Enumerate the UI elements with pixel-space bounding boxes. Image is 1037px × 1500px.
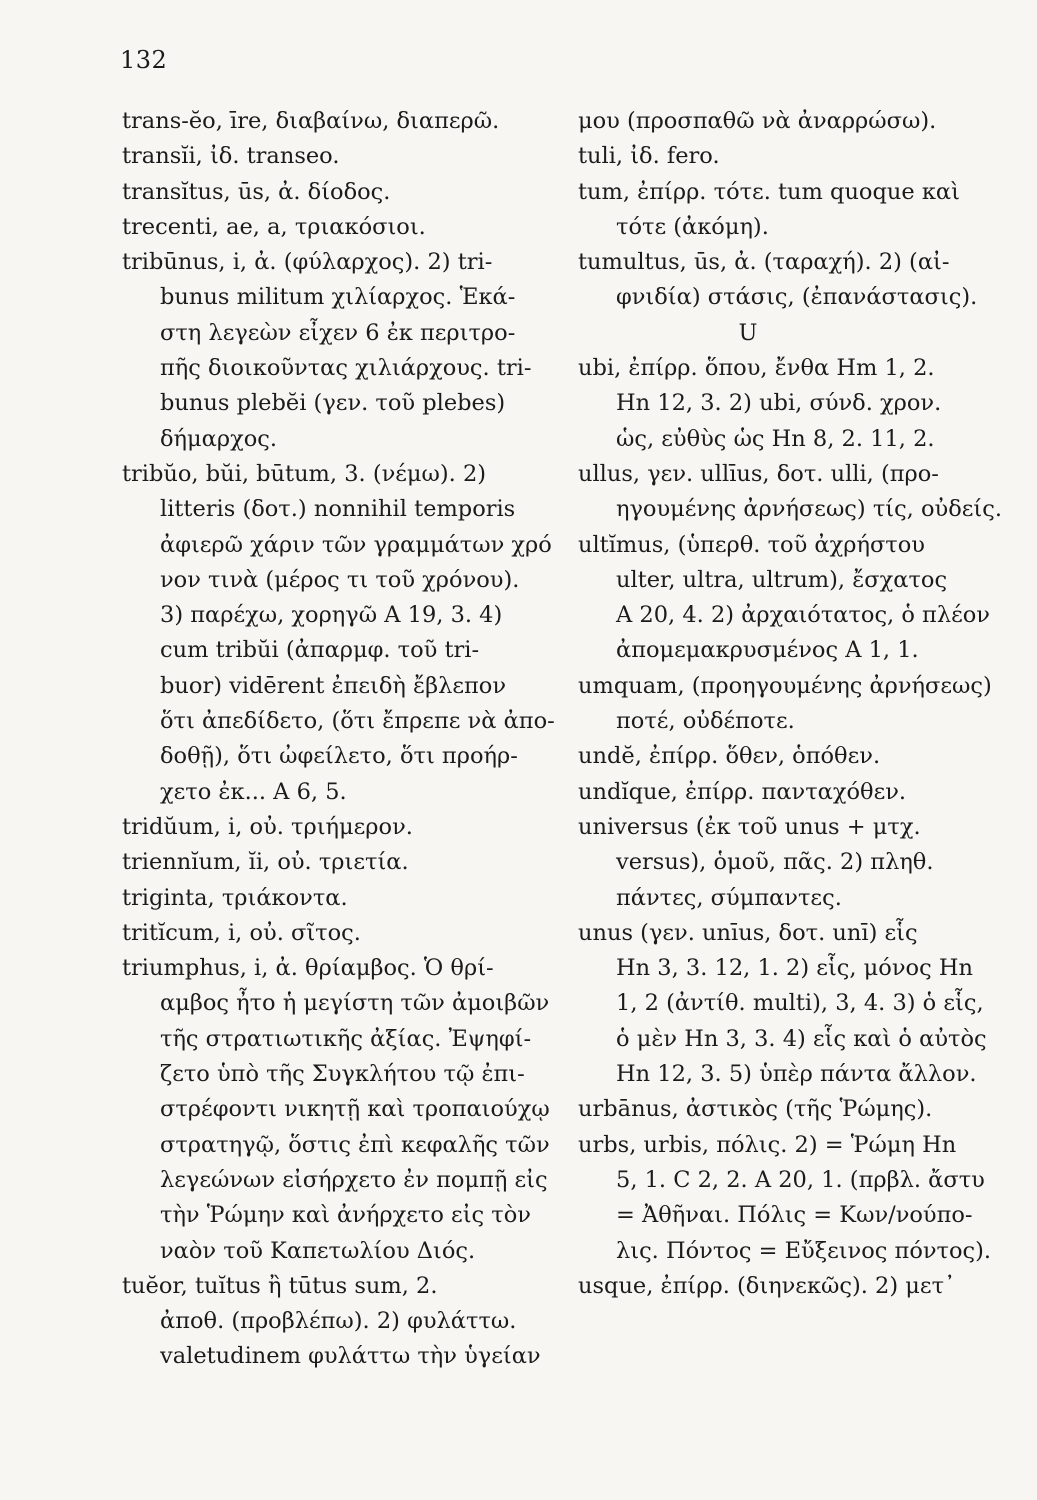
dictionary-line: triumphus, i, ἀ. θρίαμβος. Ὁ θρί-: [122, 955, 494, 982]
dictionary-line: tridŭum, i, οὐ. τριήμερον.: [122, 813, 413, 840]
dictionary-line: λις. Πόντος = Εὔξεινος πόντος).: [616, 1237, 992, 1264]
dictionary-line: 3) παρέχω, χορηγῶ Α 19, 3. 4): [160, 602, 503, 629]
dictionary-line: ζετο ὑπὸ τῆς Συγκλήτου τῷ ἐπι-: [160, 1061, 525, 1088]
dictionary-line: στη λεγεὼν εἶχεν 6 ἐκ περιτρο-: [160, 319, 516, 346]
dictionary-line: cum tribŭi (ἀπαρμφ. τοῦ tri-: [160, 637, 480, 664]
dictionary-line: ulter, ultra, ultrum), ἔσχατος: [616, 566, 948, 593]
dictionary-line: ἀπομεμακρυσμένος Α 1, 1.: [616, 637, 919, 664]
dictionary-line: undĭque, ἐπίρρ. πανταχόθεν.: [578, 778, 907, 805]
dictionary-line: Hn 3, 3. 12, 1. 2) εἷς, μόνος Hn: [616, 955, 973, 982]
dictionary-line: urbānus, ἀστικὸς (τῆς Ῥώμης).: [578, 1096, 933, 1123]
dictionary-line: αμβος ἦτο ἡ μεγίστη τῶν ἀμοιβῶν: [160, 990, 550, 1017]
dictionary-line: Α 20, 4. 2) ἀρχαιότατος, ὁ πλέον: [616, 602, 990, 629]
dictionary-line: bunus militum χιλίαρχος. Ἑκά-: [160, 284, 516, 311]
dictionary-line: φνιδία) στάσις, (ἐπανάστασις).: [616, 284, 978, 311]
dictionary-line: δοθῇ), ὅτι ὠφείλετο, ὅτι προήρ-: [160, 743, 518, 770]
dictionary-line: urbs, urbis, πόλις. 2) = Ῥώμη Hn: [578, 1131, 957, 1158]
dictionary-line: undĕ, ἐπίρρ. ὅθεν, ὁπόθεν.: [578, 743, 881, 770]
dictionary-line: στρέφοντι νικητῇ καὶ τροπαιούχῳ: [160, 1096, 550, 1123]
dictionary-line: ὅτι ἀπεδίδετο, (ὅτι ἔπρεπε νὰ ἀπο-: [160, 708, 555, 735]
section-letter: U: [738, 319, 758, 346]
dictionary-line: tumultus, ūs, ἀ. (ταραχή). 2) (αἰ-: [578, 249, 950, 276]
dictionary-line: πῆς διοικοῦντας χιλιάρχους. tri-: [160, 355, 532, 382]
page-number: 132: [120, 46, 168, 74]
dictionary-line: usque, ἐπίρρ. (διηνεκῶς). 2) μετ᾽: [578, 1272, 956, 1299]
dictionary-line: 5, 1. C 2, 2. Α 20, 1. (πρβλ. ἄστυ: [616, 1166, 985, 1193]
dictionary-line: Hn 12, 3. 5) ὑπὲρ πάντα ἄλλον.: [616, 1061, 977, 1088]
left-column: [122, 104, 562, 1375]
dictionary-line: tuli, ἰδ. fero.: [578, 143, 720, 170]
dictionary-line: τῆς στρατιωτικῆς ἀξίας. Ἐψηφί-: [160, 1025, 532, 1052]
dictionary-line: trans-ĕo, īre, διαβαίνω, διαπερῶ.: [122, 108, 500, 134]
dictionary-line: ηγουμένης ἀρνήσεως) τίς, οὐδείς.: [616, 496, 1002, 523]
dictionary-line: στρατηγῷ, ὅστις ἐπὶ κεφαλῆς τῶν: [160, 1131, 550, 1158]
dictionary-line: 1, 2 (ἀντίθ. multi), 3, 4. 3) ὁ εἷς,: [616, 990, 984, 1017]
dictionary-line: valetudinem φυλάττω τὴν ὑγείαν: [160, 1343, 541, 1370]
dictionary-line: Hn 12, 3. 2) ubi, σύνδ. χρον.: [616, 390, 942, 417]
dictionary-line: ὡς, εὐθὺς ὡς Hn 8, 2. 11, 2.: [616, 425, 935, 452]
dictionary-line: tuĕor, tuĭtus ἢ tūtus sum, 2.: [122, 1272, 438, 1299]
dictionary-line: νον τινὰ (μέρος τι τοῦ χρόνου).: [160, 566, 520, 593]
dictionary-line: universus (ἐκ τοῦ unus + μτχ.: [578, 813, 921, 840]
dictionary-line: tritĭcum, i, οὐ. σῖτος.: [122, 919, 361, 946]
dictionary-line: triginta, τριάκοντα.: [122, 884, 348, 911]
dictionary-line: tum, ἐπίρρ. τότε. tum quoque καὶ: [578, 178, 960, 205]
dictionary-line: versus), ὁμοῦ, πᾶς. 2) πληθ.: [616, 849, 934, 876]
dictionary-line: trecenti, ae, a, τριακόσιοι.: [122, 213, 426, 240]
dictionary-line: tribūnus, i, ἀ. (φύλαρχος). 2) tri-: [122, 249, 493, 276]
dictionary-line: ἀφιερῶ χάριν τῶν γραμμάτων χρό: [160, 531, 552, 558]
dictionary-line: πάντες, σύμπαντες.: [616, 884, 842, 911]
dictionary-line: μου (προσπαθῶ νὰ ἀναρρώσω).: [578, 108, 937, 134]
dictionary-line: χετο ἐκ... Α 6, 5.: [160, 778, 347, 805]
dictionary-line: tribŭo, bŭi, būtum, 3. (νέμω). 2): [122, 460, 487, 487]
dictionary-line: bunus plebĕi (γεν. τοῦ plebes): [160, 390, 506, 417]
dictionary-line: ποτέ, οὐδέποτε.: [616, 708, 795, 735]
dictionary-line: litteris (δοτ.) nonnihil temporis: [160, 496, 516, 523]
dictionary-line: buor) vidērent ἐπειδὴ ἔβλεπον: [160, 672, 507, 699]
dictionary-line: umquam, (προηγουμένης ἀρνήσεως): [578, 672, 992, 699]
dictionary-line: ullus, γεν. ullīus, δοτ. ulli, (προ-: [578, 460, 939, 487]
dictionary-line: ὁ μὲν Hn 3, 3. 4) εἷς καὶ ὁ αὐτὸς: [616, 1025, 987, 1052]
right-column: [578, 104, 1018, 1304]
dictionary-line: τὴν Ῥώμην καὶ ἀνήρχετο εἰς τὸν: [160, 1202, 531, 1229]
dictionary-line: ναὸν τοῦ Καπετωλίου Διός.: [160, 1237, 476, 1264]
dictionary-line: τότε (ἀκόμη).: [616, 213, 769, 240]
dictionary-line: transĭi, ἰδ. transeo.: [122, 143, 340, 170]
dictionary-line: λεγεώνων εἰσήρχετο ἐν πομπῇ εἰς: [160, 1166, 548, 1193]
dictionary-line: ultĭmus, (ὑπερθ. τοῦ ἀχρήστου: [578, 531, 925, 558]
dictionary-line: = Ἀθῆναι. Πόλις = Κων/νούπο-: [616, 1202, 973, 1229]
dictionary-line: transĭtus, ūs, ἀ. δίοδος.: [122, 178, 391, 205]
dictionary-line: ubi, ἐπίρρ. ὅπου, ἔνθα Hm 1, 2.: [578, 355, 935, 382]
dictionary-line: ἀποθ. (προβλέπω). 2) φυλάττω.: [160, 1308, 517, 1335]
dictionary-line: unus (γεν. unīus, δοτ. unī) εἷς: [578, 919, 918, 946]
dictionary-line: δήμαρχος.: [160, 425, 278, 452]
dictionary-line: triennĭum, ĭi, οὐ. τριετία.: [122, 849, 409, 876]
